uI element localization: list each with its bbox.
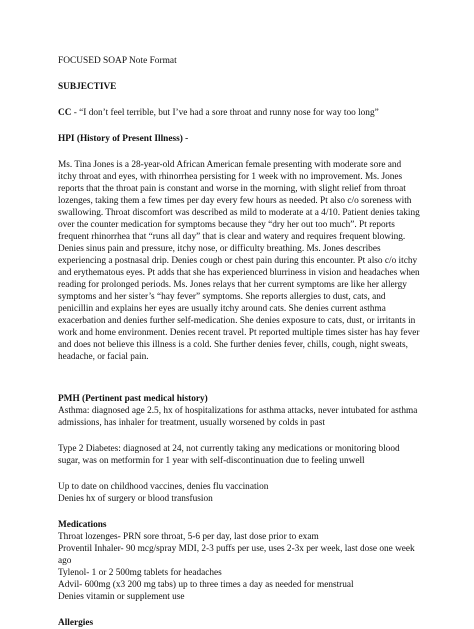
pmh-asthma <box>58 405 426 429</box>
medication-line: ago <box>58 556 72 566</box>
hpi-line: and erythematous eyes. Pt adds that she has experienced blurriness in vision and headaches when <box>58 268 420 278</box>
medication-line: Tylenol- 1 or 2 500mg tablets for headaches <box>58 568 222 578</box>
pmh-line: Type 2 Diabetes: diagnosed at 24, not currently taking any medications or monitoring blood <box>58 444 400 454</box>
document-title: FOCUSED SOAP Note Format <box>58 56 177 66</box>
hpi-line: Ms. Tina Jones is a 28-year-old African American female presenting with moderate sore and <box>58 160 402 170</box>
pmh-heading: PMH (Pertinent past medical history) <box>58 394 208 404</box>
chief-complaint <box>58 107 426 119</box>
medication-line: Proventil Inhaler- 90 mcg/spray MDI, 2-3 puffs per use, uses 2-3x per week, last dose one week <box>58 544 415 554</box>
hpi-line: itchy throat and eyes, with rhinorrhea persisting for 1 week with no improvement. Ms. Jones <box>58 172 403 182</box>
hpi-line: swallowing. Throat discomfort was described as mild to moderate at a 4/10. Patient denies taking <box>58 208 420 218</box>
hpi-line: lozenges, taking them a few times per day every few hours as needed. Pt also c/o soreness with <box>58 196 412 206</box>
hpi-line: Denies sinus pain and pressure, itchy nose, or difficulty breathing. Ms. Jones describes <box>58 244 381 254</box>
hpi-line: reading for prolonged periods. Ms. Jones relays that her current symptoms are like her allergy <box>58 280 407 290</box>
medication-line: Throat lozenges- PRN sore throat, 5-6 per day, last dose prior to exam <box>58 532 319 542</box>
pmh-line: sugar, was on metformin for 1 year with self-discontinuation due to feeling unwell <box>58 456 365 466</box>
pmh-line: Asthma: diagnosed age 2.5, hx of hospitalizations for asthma attacks, never intubated for asthma <box>58 406 418 416</box>
pmh-diabetes <box>58 443 426 467</box>
medications-heading: Medications <box>58 520 107 530</box>
pmh-other <box>58 481 426 505</box>
hpi-paragraph <box>58 159 426 363</box>
hpi-line: and does not believe this illness is a cold. She further denies fever, chills, cough, night sweats, <box>58 340 408 350</box>
hpi-line: reports that the throat pain is constant and worse in the morning, with slight relief from throat <box>58 184 406 194</box>
hpi-heading: HPI (History of Present Illness) - <box>58 134 189 144</box>
hpi-line: work and home environment. Denies recent travel. Pt reported multiple times sister has hay fever <box>58 328 420 338</box>
pmh-line: Denies hx of surgery or blood transfusion <box>58 494 213 504</box>
medication-line: Denies vitamin or supplement use <box>58 592 185 602</box>
hpi-line: headache, or facial pain. <box>58 352 149 362</box>
medication-line: Advil- 600mg (x3 200 mg tabs) up to three times a day as needed for menstrual <box>58 580 354 590</box>
cc-text: - “I don’t feel terrible, but I’ve had a sore throat and runny nose for way too long” <box>71 108 379 118</box>
allergies-heading: Allergies <box>58 618 94 628</box>
medications-list <box>58 531 426 603</box>
pmh-line: Up to date on childhood vaccines, denies flu vaccination <box>58 482 269 492</box>
hpi-line: penicillin and explains her eyes are usually itchy around cats. She denies current asthma <box>58 304 386 314</box>
hpi-line: symptoms and her sister’s “hay fever” symptoms. She reports allergies to dust, cats, and <box>58 292 386 302</box>
hpi-line: exacerbation and denies further self-medication. She denies exposure to cats, dust, or irritants in <box>58 316 416 326</box>
hpi-line: experiencing a postnasal drip. Denies cough or chest pain during this encounter. Pt also c/o itchy <box>58 256 418 266</box>
subjective-heading: SUBJECTIVE <box>58 82 117 92</box>
pmh-line: admissions, has inhaler for treatment, usually worsened by colds in past <box>58 418 325 428</box>
hpi-line: over the counter medication for symptoms because they “dry her out too much”. Pt reports <box>58 220 395 230</box>
hpi-line: frequent rhinorrhea that “runs all day” that is clear and watery and requires frequent blowing. <box>58 232 406 242</box>
cc-label: CC <box>58 108 72 118</box>
